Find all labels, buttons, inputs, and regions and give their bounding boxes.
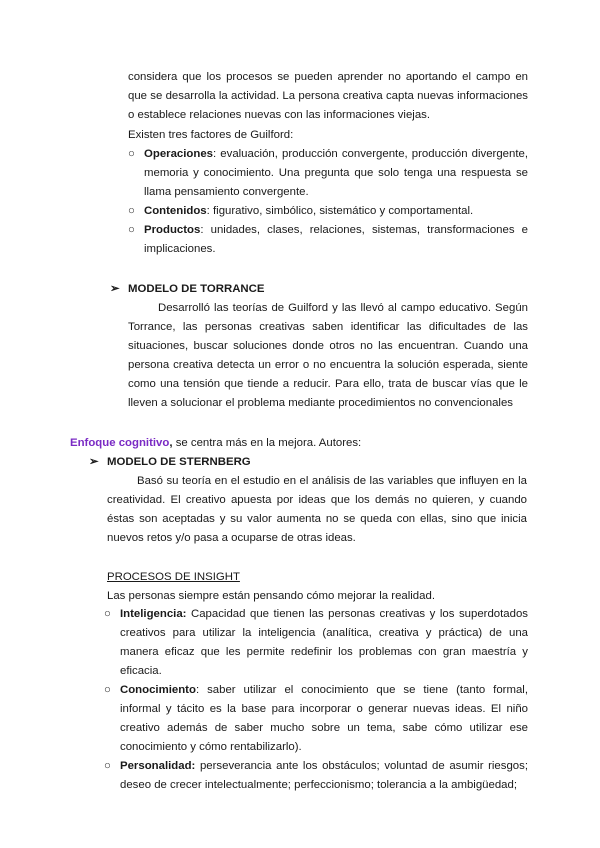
factor-separator: :: [206, 205, 210, 217]
enfoque-comma: ,: [169, 437, 173, 449]
factor-term: Operaciones: [144, 148, 214, 160]
guilford-factors-list: [128, 145, 528, 259]
circle-bullet-icon: ○: [104, 760, 111, 772]
circle-bullet-icon: ○: [128, 224, 135, 236]
list-item: [128, 221, 528, 259]
enfoque-rest: se centra más en la mejora. Autores:: [172, 437, 362, 449]
insight-heading: PROCESOS DE INSIGHT: [107, 571, 240, 583]
circle-bullet-icon: ○: [128, 205, 135, 217]
enfoque-keyword: Enfoque cognitivo: [70, 437, 170, 449]
insight-text: Capacidad que tienen las personas creativas y los superdotados creativos para utilizar la inteligencia (analítica, creativa y práctica) de una manera eficaz que les permite redefinir los problemas con gran maestría y eficacia.: [120, 608, 528, 677]
factor-term: Productos: [144, 224, 201, 236]
factor-separator: :: [200, 224, 204, 236]
factor-text: unidades, clases, relaciones, sistemas, transformaciones e implicaciones.: [144, 224, 528, 255]
sternberg-heading: MODELO DE STERNBERG: [107, 456, 251, 468]
factor-text: figurativo, simbólico, sistemático y comportamental.: [209, 205, 474, 217]
factor-text: evaluación, producción convergente, producción divergente, memoria y conocimiento. Una pregunta que solo tenga una respuesta se llama pensamiento convergente.: [144, 148, 528, 198]
circle-bullet-icon: ○: [128, 148, 135, 160]
enfoque-line: [70, 434, 361, 453]
torrance-heading-row: [110, 280, 264, 299]
insight-text: : saber utilizar el conocimiento que se tiene (tanto formal, informal y tácito es la base para incorporar o generar nuevas ideas. El niño creativo además de saber mucho sobre un tema, sabe cómo utilizar ese conocimiento y cómo rentabilizarlo).: [120, 684, 528, 753]
circle-bullet-icon: ○: [104, 684, 111, 696]
factor-separator: :: [213, 148, 217, 160]
insight-term: Conocimiento: [120, 684, 196, 696]
guilford-paragraph: considera que los procesos se pueden aprender no aportando el campo en que se desarrolla la actividad. La persona creativa capta nuevas informaciones o establece relaciones nuevas con las informaciones viejas.: [128, 71, 528, 121]
guilford-factors-intro: Existen tres factores de Guilford:: [128, 129, 294, 141]
factor-term: Contenidos: [144, 205, 207, 217]
insight-text: perseverancia ante los obstáculos; voluntad de asumir riesgos; deseo de crecer intelectualmente; perfeccionismo; tolerancia a la ambigüedad;: [120, 760, 528, 791]
list-item: [104, 681, 528, 757]
circle-bullet-icon: ○: [104, 608, 111, 620]
list-item: [104, 757, 528, 795]
list-item: [104, 605, 528, 681]
insight-list: [104, 605, 528, 795]
sternberg-heading-row: [89, 453, 251, 472]
sternberg-paragraph: Basó su teoría en el estudio en el análisis de las variables que influyen en la creatividad. El creativo apuesta por ideas que los demás no quieren, y cuando éstas son aceptadas y su valor aumenta no se queda con ellas, sino que inicia nuevos retos y/o pasa a ocuparse de otras ideas.: [107, 475, 527, 544]
arrow-bullet-icon: ➢: [89, 456, 99, 468]
insight-term: Personalidad:: [120, 760, 196, 772]
torrance-heading: MODELO DE TORRANCE: [128, 283, 265, 295]
arrow-bullet-icon: ➢: [110, 283, 120, 295]
torrance-paragraph-wrap: [128, 299, 528, 413]
torrance-paragraph: Desarrolló las teorías de Guilford y las llevó al campo educativo. Según Torrance, las personas creativas saben identificar las dificultades de las situaciones, buscar soluciones donde otros no las encuentran. Cuando una persona creativa detecta un error o no encuentra la solución esperada, siente como una tensión que tiende a reducir. Para ello, trata de buscar vías que le lleven a solucionar el problema mediante procedimientos no convencionales: [128, 302, 528, 409]
list-item: [128, 145, 528, 202]
insight-term: Inteligencia:: [120, 608, 187, 620]
insight-intro: Las personas siempre están pensando cómo mejorar la realidad.: [107, 590, 435, 602]
sternberg-paragraph-wrap: [107, 472, 527, 548]
list-item: [128, 202, 528, 221]
